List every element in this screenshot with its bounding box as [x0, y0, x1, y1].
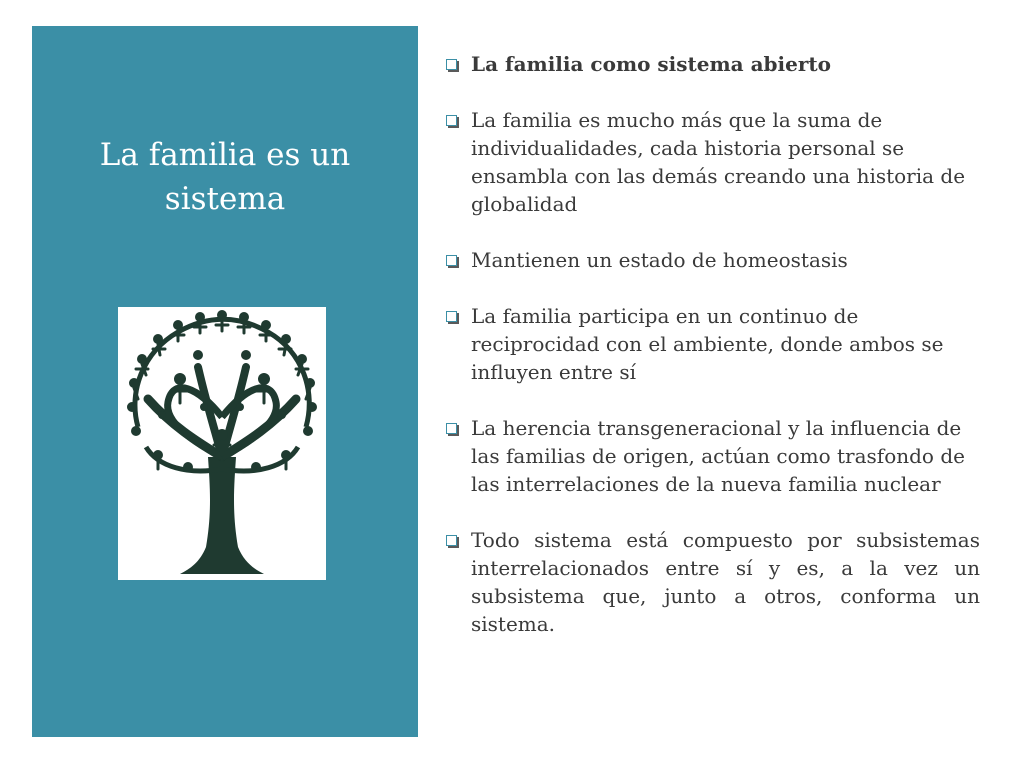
checkbox-bullet-icon: [446, 115, 457, 126]
bullet-text: La familia es mucho más que la suma de individualidades, cada historia personal se ensambla con las demás creando una historia de globalidad: [471, 108, 966, 216]
checkbox-bullet-icon: [446, 535, 457, 546]
bullet-item: [444, 106, 980, 218]
slide-title-line2: sistema: [164, 181, 286, 217]
slide-title-line1: La familia es un: [99, 137, 351, 173]
bullet-item: [444, 526, 980, 638]
family-tree-icon: [118, 307, 326, 580]
bullet-item: [444, 246, 980, 274]
checkbox-bullet-icon: [446, 423, 457, 434]
bullet-list: [444, 50, 980, 666]
bullet-text: La familia como sistema abierto: [471, 52, 831, 76]
slide-title: [32, 133, 418, 221]
bullet-text: La herencia transgeneracional y la influencia de las familias de origen, actúan como trasfondo de las interrelaciones de la nueva familia nuclear: [471, 416, 965, 496]
bullet-text: Mantienen un estado de homeostasis: [471, 248, 848, 272]
bullet-text: Todo sistema está compuesto por subsistemas interrelacionados entre sí y es, a la vez un subsistema que, junto a otros, conforma un sistema.: [471, 528, 980, 636]
checkbox-bullet-icon: [446, 59, 457, 70]
bullet-text: La familia participa en un continuo de reciprocidad con el ambiente, donde ambos se influyen entre sí: [471, 304, 944, 384]
bullet-item: [444, 302, 980, 386]
bullet-item: [444, 414, 980, 498]
family-tree-image: [118, 307, 326, 580]
checkbox-bullet-icon: [446, 255, 457, 266]
title-panel: [32, 26, 418, 737]
bullet-item: [444, 50, 980, 78]
checkbox-bullet-icon: [446, 311, 457, 322]
